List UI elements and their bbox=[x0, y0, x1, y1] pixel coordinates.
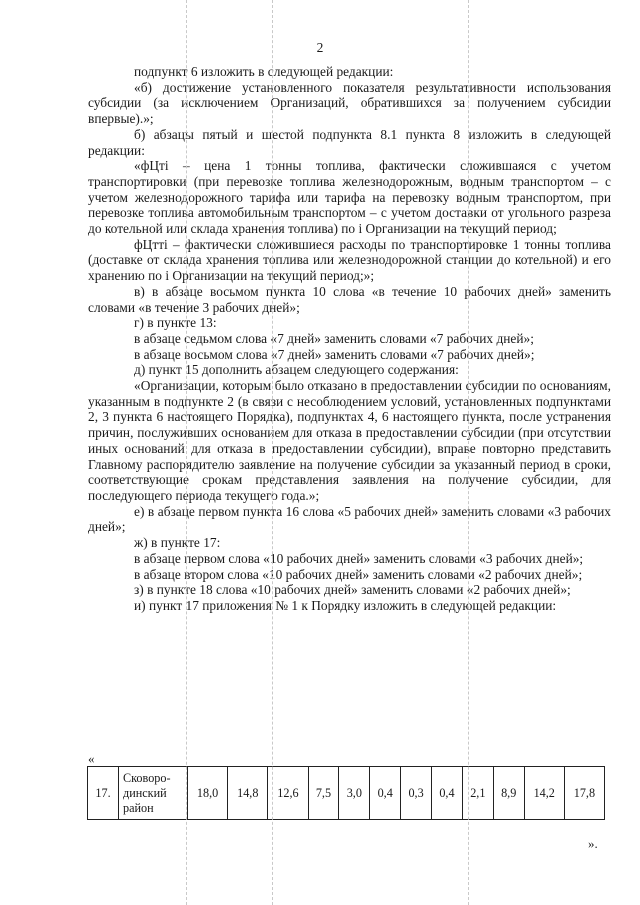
quote-open-mark: « bbox=[88, 751, 95, 766]
table-cell-number: 17. bbox=[88, 767, 119, 820]
paragraph: и) пункт 17 приложения № 1 к Порядку изложить в следующей редакции: bbox=[134, 597, 557, 613]
paragraph: в абзаце первом слова «10 рабочих дней» заменить словами «3 рабочих дней»; bbox=[134, 550, 584, 566]
scan-fold-line bbox=[272, 0, 273, 905]
table-cell: 18,0 bbox=[188, 767, 228, 820]
paragraph: в абзаце восьмом слова «7 дней» заменить словами «7 рабочих дней»; bbox=[134, 346, 535, 362]
table-cell: 0,3 bbox=[401, 767, 432, 820]
table-cell: 14,8 bbox=[228, 767, 268, 820]
paragraph: з) в пункте 18 слова «10 рабочих дней» заменить словами «2 рабочих дней»; bbox=[134, 582, 571, 598]
document-body bbox=[88, 64, 611, 614]
district-table bbox=[87, 766, 605, 820]
paragraph: «фЦті – цена 1 тонны топлива, фактически сложившаяся с учетом транспортировки (при перевозке топлива железнодорожным, водным транспортом – с учетом железнодорожного тарифа или тарифа на перевозку водным транспортом, при перевозке топлива автомобильным транспортом – с учетом доставки от угольного разреза до котельной или склада хранения топлива) по і Организации на текущий период; bbox=[88, 158, 611, 237]
paragraph: «б) достижение установленного показателя результативности использования субсидии (за исключением Организаций, обратившихся за получением субсидии впервые).»; bbox=[88, 79, 611, 127]
paragraph: подпункт 6 изложить в следующей редакции: bbox=[134, 64, 394, 79]
paragraph: в) в абзаце восьмом пункта 10 слова «в течение 10 рабочих дней» заменить словами «в течение 3 рабочих дней»; bbox=[88, 283, 611, 315]
paragraph: в абзаце втором слова «10 рабочих дней» заменить словами «2 рабочих дней»; bbox=[134, 566, 583, 582]
scan-fold-line bbox=[468, 0, 469, 905]
table-row bbox=[88, 767, 605, 820]
paragraph: б) абзацы пятый и шестой подпункта 8.1 пункта 8 изложить в следующей редакции: bbox=[88, 126, 611, 158]
table-cell: 12,6 bbox=[268, 767, 308, 820]
table-cell: 8,9 bbox=[493, 767, 524, 820]
paragraph: г) в пункте 13: bbox=[134, 315, 217, 331]
table-cell-district: Сковоро-динский район bbox=[119, 767, 188, 820]
paragraph: «Организации, которым было отказано в предоставлении субсидии по основаниям, указанным в подпункте 2 (в связи с несоблюдением условий, установленных подпунктами 2, 3 пункта 6 настоящего Порядка), подпунктах 4, 6 настоящего пункта, после устранения причин, послуживших основанием для отказа в предоставлении субсидии (при отсутствии иных оснований для отказа в предоставлении субсидии), вправе повторно представить Главному распорядителю заявление на получение субсидии за указанный период в сроки, соответствующие срокам представления заявления на получение субсидии, для последующего периода текущего года.»; bbox=[88, 378, 611, 503]
table-cell: 14,2 bbox=[524, 767, 564, 820]
quote-close-mark: ». bbox=[588, 836, 598, 851]
scan-fold-line bbox=[186, 0, 187, 905]
table-cell: 7,5 bbox=[308, 767, 339, 820]
paragraph: в абзаце седьмом слова «7 дней» заменить словами «7 рабочих дней»; bbox=[134, 330, 534, 346]
paragraph: фЦтті – фактически сложившиеся расходы по транспортировке 1 тонны топлива (доставке от склада хранения топлива или железнодорожной станции до котельной) и его хранению по і Организации на текущий период;»; bbox=[88, 236, 611, 284]
paragraph: ж) в пункте 17: bbox=[134, 535, 221, 551]
paragraph: е) в абзаце первом пункта 16 слова «5 рабочих дней» заменить словами «3 рабочих дней»; bbox=[88, 503, 611, 535]
paragraph: д) пункт 15 дополнить абзацем следующего содержания: bbox=[134, 362, 459, 378]
table-cell: 0,4 bbox=[370, 767, 401, 820]
table-cell: 0,4 bbox=[432, 767, 463, 820]
table-cell: 3,0 bbox=[339, 767, 370, 820]
page-number: 2 bbox=[316, 40, 324, 55]
table-cell: 17,8 bbox=[564, 767, 604, 820]
table-cell: 2,1 bbox=[462, 767, 493, 820]
